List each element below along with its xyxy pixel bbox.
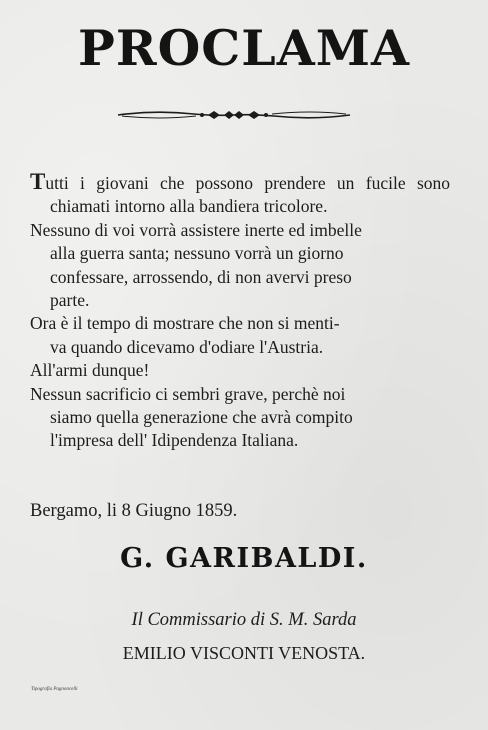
paragraph-5 — [30, 383, 450, 453]
text-line: va quando dicevamo d'odiare l'Austria. — [50, 336, 324, 357]
commissario-title: Il Commissario di S. M. Sarda — [131, 610, 357, 630]
poster-title: PROCLAMA — [78, 19, 410, 77]
text-line: Nessuno di voi vorrà assistere inerte ed imbelle — [30, 219, 362, 240]
text-line: l'impresa dell' Idipendenza Italiana. — [50, 430, 299, 451]
commissario-name: EMILIO VISCONTI VENOSTA. — [122, 643, 366, 663]
paragraph-3 — [30, 312, 450, 359]
paragraph-2 — [30, 219, 450, 313]
text-line: sono chiamati intorno alla bandiera tricolore. — [50, 173, 451, 217]
text-line: utti i giovani che possono prendere un fucile — [45, 173, 406, 193]
proclamation-body — [30, 170, 450, 453]
text-line: All'armi dunque! — [30, 360, 150, 381]
ornamental-divider — [116, 106, 352, 124]
text-line: siamo quella generazione che avrà compito — [50, 407, 353, 428]
signature-garibaldi: G. GARIBALDI. — [120, 543, 368, 574]
text-line: confessare, arrossendo, di non avervi preso — [50, 266, 352, 287]
text-line: Ora è il tempo di mostrare che non si menti- — [30, 313, 340, 334]
text-line: alla guerra santa; nessuno vorrà un giorno — [50, 243, 344, 264]
printer-imprint: Tipografia Pagnoncelli — [31, 687, 78, 692]
initial-letter: T — [30, 169, 46, 194]
text-line: parte. — [50, 290, 90, 311]
paragraph-4 — [30, 359, 450, 382]
text-line: Nessun sacrificio ci sembri grave, perchè noi — [30, 383, 346, 404]
paragraph-1 — [30, 170, 450, 219]
place-date: Bergamo, li 8 Giugno 1859. — [30, 501, 238, 521]
